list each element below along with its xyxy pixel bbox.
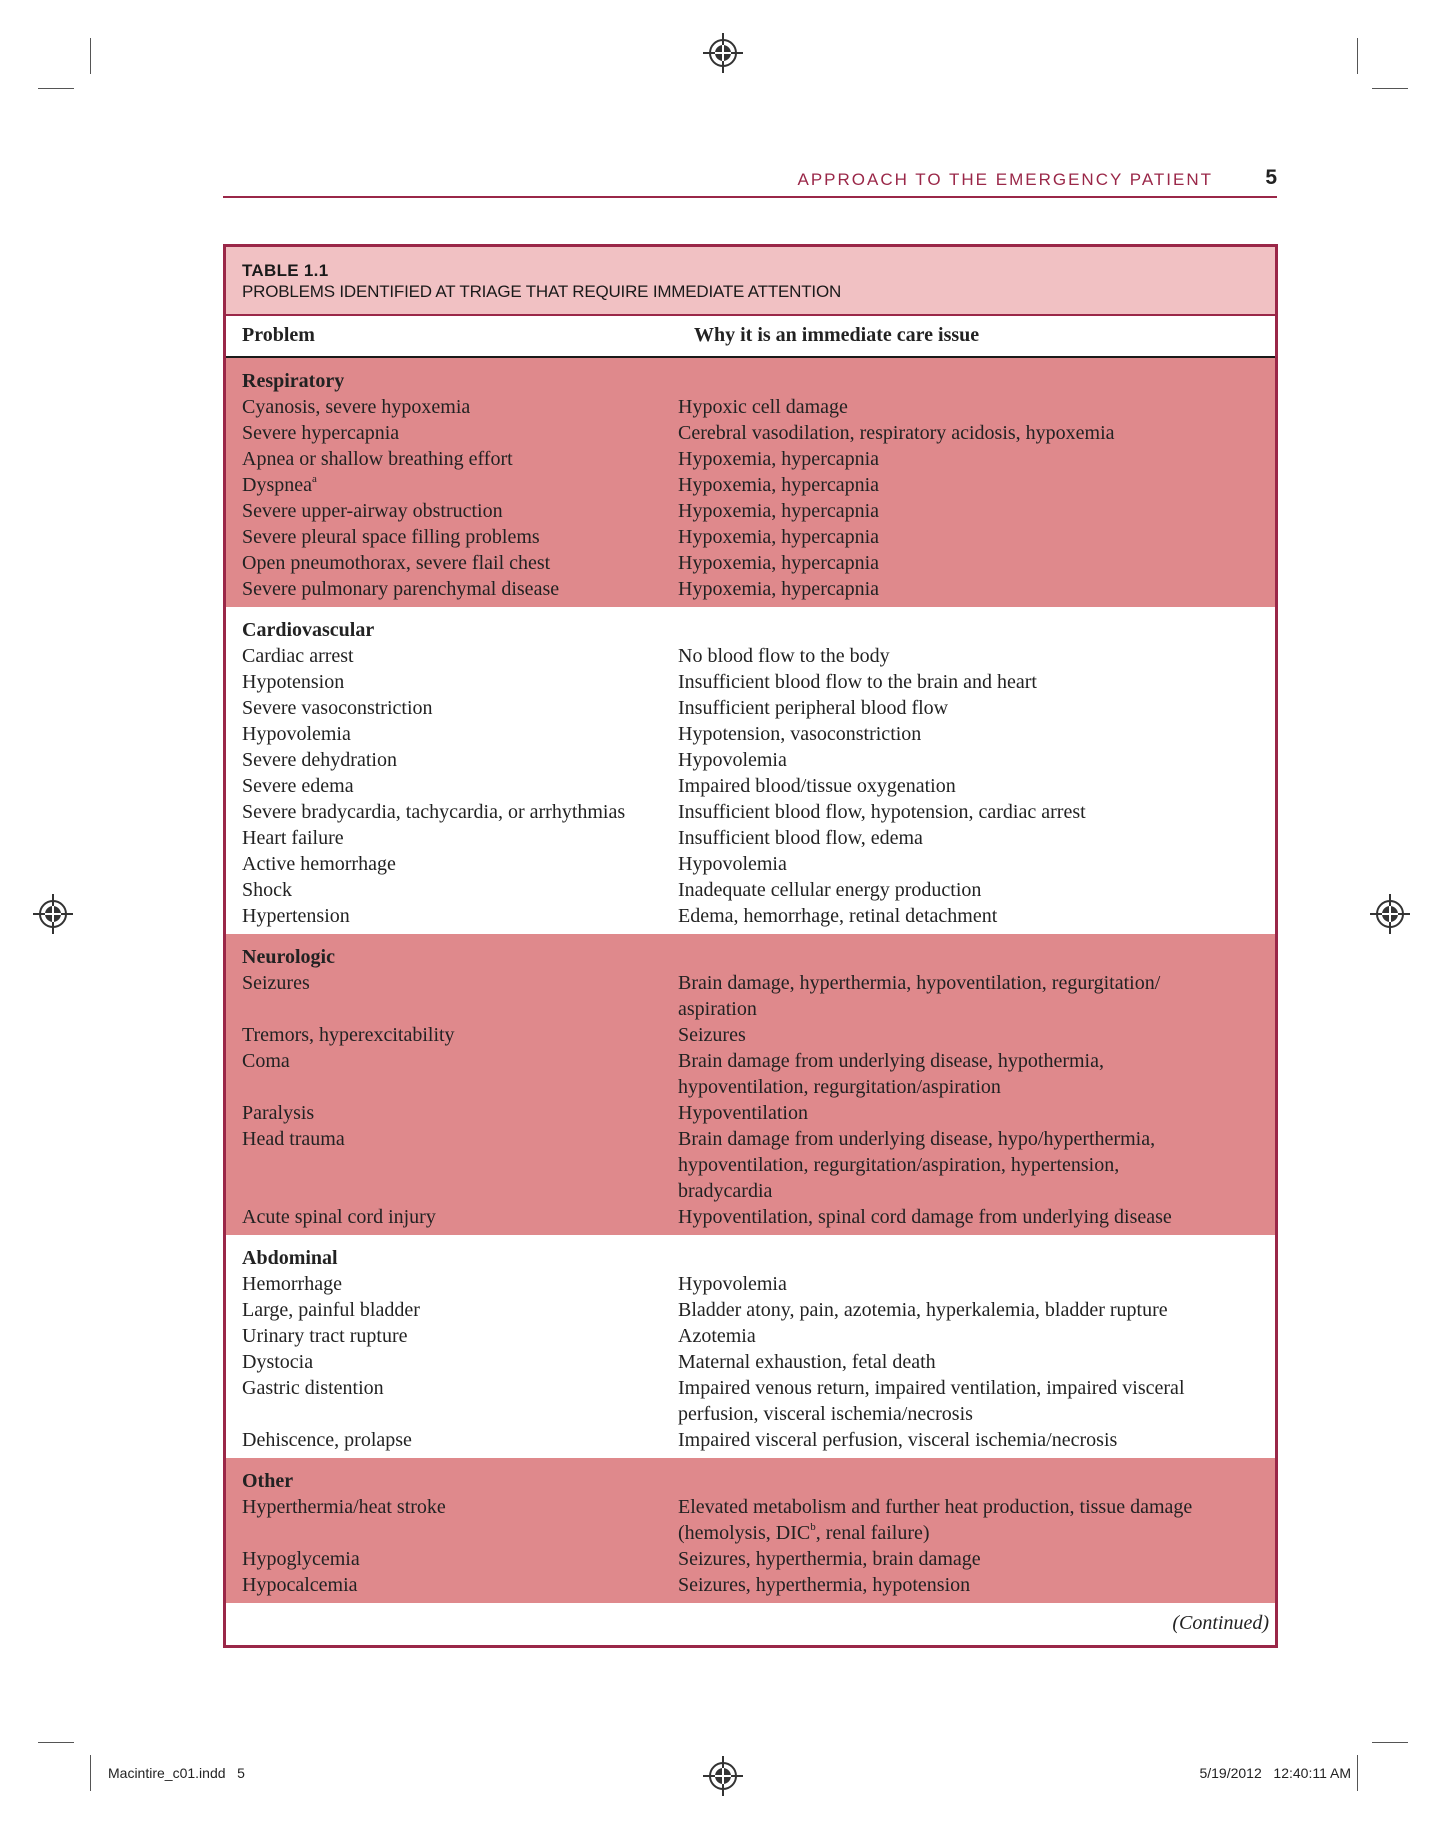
table-row (226, 420, 1275, 446)
problem-cell (226, 1572, 678, 1598)
problem-text: Urinary tract rupture (242, 1325, 408, 1347)
why-cell (678, 1427, 1258, 1453)
problem-cell (226, 1375, 678, 1427)
table-row (226, 1022, 1275, 1048)
why-text: aspiration (678, 998, 757, 1020)
problem-text: Tremors, hyperexcitability (242, 1024, 455, 1046)
slug-file: Macintire_c01.indd 5 (108, 1765, 245, 1781)
why-text: Impaired blood/tissue oxygenation (678, 775, 956, 797)
problem-text: Hypovolemia (242, 723, 351, 745)
table-row (226, 1494, 1275, 1546)
problem-text: Seizures (242, 972, 310, 994)
problem-text: Cyanosis, severe hypoxemia (242, 396, 471, 418)
problem-cell (226, 1297, 678, 1323)
problem-text: Severe upper-airway obstruction (242, 500, 503, 522)
problem-text: Severe pulmonary parenchymal disease (242, 578, 560, 600)
problem-text: Large, painful bladder (242, 1299, 420, 1321)
problem-cell (226, 1204, 678, 1230)
why-cell (678, 1297, 1258, 1323)
problem-text: Coma (242, 1050, 290, 1072)
why-cell (678, 825, 1258, 851)
why-text: Cerebral vasodilation, respiratory acidosis, hypoxemia (678, 422, 1115, 444)
table-row (226, 825, 1275, 851)
why-cell (678, 1204, 1258, 1230)
problem-text: Dystocia (242, 1351, 314, 1373)
problem-cell (226, 721, 678, 747)
why-cell (678, 695, 1258, 721)
problem-cell (226, 1022, 678, 1048)
problem-cell (226, 498, 678, 524)
why-cell (678, 1349, 1258, 1375)
crop-mark (38, 1742, 74, 1743)
problem-cell (226, 1427, 678, 1453)
problem-cell (226, 524, 678, 550)
why-text: Impaired visceral perfusion, visceral ischemia/necrosis (678, 1429, 1118, 1451)
table-row (226, 851, 1275, 877)
why-text: Brain damage from underlying disease, hypothermia, (678, 1050, 1104, 1072)
why-text: Brain damage from underlying disease, hypo/hyperthermia, (678, 1128, 1156, 1150)
problem-cell (226, 1349, 678, 1375)
problem-cell (226, 695, 678, 721)
problem-cell (226, 669, 678, 695)
table-column-header (226, 316, 1275, 358)
problem-cell (226, 1494, 678, 1546)
table-row (226, 524, 1275, 550)
problem-text: Head trauma (242, 1128, 345, 1150)
problem-text: Hyperthermia/heat stroke (242, 1496, 446, 1518)
why-cell (678, 1022, 1258, 1048)
why-cell (678, 550, 1258, 576)
problem-text: Severe dehydration (242, 749, 397, 771)
table-row (226, 1323, 1275, 1349)
table-row (226, 1271, 1275, 1297)
table-label: TABLE 1.1 (242, 261, 329, 280)
why-text: bradycardia (678, 1180, 773, 1202)
problem-cell (226, 825, 678, 851)
problem-cell (226, 851, 678, 877)
table-row (226, 576, 1275, 602)
problem-text: Hemorrhage (242, 1273, 342, 1295)
crop-mark (90, 38, 91, 74)
why-text: Hypoventilation (678, 1102, 808, 1124)
why-text: Hypoxemia, hypercapnia (678, 500, 880, 522)
why-cell (678, 851, 1258, 877)
table-row (226, 550, 1275, 576)
table-row (226, 1297, 1275, 1323)
why-text: Edema, hemorrhage, retinal detachment (678, 905, 998, 927)
why-cell (678, 877, 1258, 903)
table-row (226, 472, 1275, 498)
why-cell (678, 472, 1258, 498)
why-cell (678, 1048, 1258, 1100)
why-text: Insufficient blood flow, hypotension, cardiac arrest (678, 801, 1086, 823)
slug-timestamp: 5/19/2012 12:40:11 AM (1199, 1765, 1351, 1781)
why-text: Elevated metabolism and further heat production, tissue damage (678, 1496, 1193, 1518)
why-text: No blood flow to the body (678, 645, 890, 667)
why-cell (678, 1494, 1258, 1546)
problem-text: Hypotension (242, 671, 345, 693)
continued-note: (Continued) (1172, 1612, 1269, 1634)
section-title: Other (242, 1470, 294, 1492)
problem-cell (226, 1100, 678, 1126)
why-text: Maternal exhaustion, fetal death (678, 1351, 936, 1373)
running-head (223, 166, 1277, 198)
why-cell (678, 1100, 1258, 1126)
why-cell (678, 498, 1258, 524)
why-text-part: , renal failure) (815, 1522, 930, 1544)
table-row (226, 1572, 1275, 1598)
table-row (226, 1427, 1275, 1453)
problem-text: Hypocalcemia (242, 1574, 358, 1596)
problem-cell (226, 1048, 678, 1100)
why-text: Seizures (678, 1024, 746, 1046)
problem-cell (226, 643, 678, 669)
problem-text: Open pneumothorax, severe flail chest (242, 552, 551, 574)
why-text: Seizures, hyperthermia, hypotension (678, 1574, 971, 1596)
problem-text: Active hemorrhage (242, 853, 396, 875)
table-row (226, 1048, 1275, 1100)
problem-cell (226, 747, 678, 773)
section-title: Abdominal (242, 1247, 338, 1269)
problem-cell (226, 877, 678, 903)
table-row (226, 903, 1275, 929)
problem-cell (226, 550, 678, 576)
problem-text: Shock (242, 879, 292, 901)
why-cell (678, 1546, 1258, 1572)
table-row (226, 498, 1275, 524)
why-text: Hypovolemia (678, 853, 787, 875)
problem-text: Dyspnea (242, 474, 312, 496)
crop-mark (1372, 88, 1408, 89)
why-text: Insufficient peripheral blood flow (678, 697, 949, 719)
table-row (226, 877, 1275, 903)
problem-cell (226, 420, 678, 446)
section-title: Neurologic (242, 946, 335, 968)
problem-text: Paralysis (242, 1102, 315, 1124)
why-cell (678, 446, 1258, 472)
why-text: hypoventilation, regurgitation/aspiration, hypertension, (678, 1154, 1120, 1176)
table-row (226, 643, 1275, 669)
why-cell (678, 721, 1258, 747)
table-row (226, 669, 1275, 695)
table-row (226, 1204, 1275, 1230)
why-text (678, 1520, 1258, 1546)
why-text: Seizures, hyperthermia, brain damage (678, 1548, 981, 1570)
why-cell (678, 420, 1258, 446)
problem-text: Hypertension (242, 905, 350, 927)
table-section (226, 1458, 1275, 1603)
why-cell (678, 394, 1258, 420)
running-head-title: APPROACH TO THE EMERGENCY PATIENT (797, 170, 1213, 189)
problem-cell (226, 773, 678, 799)
table-row (226, 721, 1275, 747)
why-cell (678, 576, 1258, 602)
why-cell (678, 643, 1258, 669)
table-row (226, 1100, 1275, 1126)
section-title: Cardiovascular (242, 619, 375, 641)
why-text: Hypovolemia (678, 749, 787, 771)
footnote-marker: b (810, 1521, 816, 1533)
why-cell (678, 1271, 1258, 1297)
problem-text: Severe hypercapnia (242, 422, 400, 444)
problem-text: Severe vasoconstriction (242, 697, 433, 719)
problem-text: Gastric distention (242, 1377, 384, 1399)
registration-mark-icon (709, 1762, 737, 1790)
why-cell (678, 799, 1258, 825)
table-row (226, 970, 1275, 1022)
why-cell (678, 1375, 1258, 1427)
page-number: 5 (1265, 166, 1277, 189)
why-text-part: (hemolysis, DIC (678, 1522, 811, 1544)
problem-text: Acute spinal cord injury (242, 1206, 436, 1228)
table-1-1 (223, 244, 1278, 1648)
problem-cell (226, 903, 678, 929)
problem-text: Cardiac arrest (242, 645, 354, 667)
problem-text: Hypoglycemia (242, 1548, 360, 1570)
why-text: Inadequate cellular energy production (678, 879, 982, 901)
table-row (226, 1375, 1275, 1427)
problem-cell (226, 1271, 678, 1297)
registration-mark-icon (1376, 900, 1404, 928)
crop-mark (1372, 1742, 1408, 1743)
table-caption (226, 247, 1275, 316)
table-title: PROBLEMS IDENTIFIED AT TRIAGE THAT REQUIRE IMMEDIATE ATTENTION (242, 282, 842, 301)
table-section (226, 358, 1275, 607)
table-row (226, 1349, 1275, 1375)
problem-cell (226, 1126, 678, 1204)
section-title: Respiratory (242, 370, 345, 392)
why-text: Hypoxic cell damage (678, 396, 848, 418)
why-text: Hypoxemia, hypercapnia (678, 552, 880, 574)
problem-text: Dehiscence, prolapse (242, 1429, 412, 1451)
why-text: Hypoxemia, hypercapnia (678, 448, 880, 470)
problem-text: Severe pleural space filling problems (242, 526, 540, 548)
problem-cell (226, 472, 678, 498)
table-row (226, 773, 1275, 799)
why-text: Hypoxemia, hypercapnia (678, 578, 880, 600)
problem-cell (226, 576, 678, 602)
table-row (226, 446, 1275, 472)
table-section (226, 607, 1275, 934)
why-text: hypoventilation, regurgitation/aspiration (678, 1076, 1001, 1098)
why-text: Hypoxemia, hypercapnia (678, 474, 880, 496)
table-row (226, 695, 1275, 721)
problem-cell (226, 1546, 678, 1572)
why-cell (678, 773, 1258, 799)
why-cell (678, 1323, 1258, 1349)
table-row (226, 1546, 1275, 1572)
why-text: Insufficient blood flow, edema (678, 827, 923, 849)
why-text: Hypoxemia, hypercapnia (678, 526, 880, 548)
registration-mark-icon (709, 39, 737, 67)
problem-text: Heart failure (242, 827, 344, 849)
crop-mark (38, 88, 74, 89)
table-row (226, 1126, 1275, 1204)
crop-mark (90, 1755, 91, 1791)
why-text: Hypovolemia (678, 1273, 787, 1295)
why-text: Bladder atony, pain, azotemia, hyperkalemia, bladder rupture (678, 1299, 1168, 1321)
why-cell (678, 524, 1258, 550)
table-body (226, 358, 1275, 1603)
why-text: Azotemia (678, 1325, 756, 1347)
why-cell (678, 747, 1258, 773)
table-row (226, 799, 1275, 825)
problem-cell (226, 1323, 678, 1349)
why-cell (678, 669, 1258, 695)
why-cell (678, 903, 1258, 929)
why-text: perfusion, visceral ischemia/necrosis (678, 1403, 973, 1425)
table-row (226, 394, 1275, 420)
why-text: Brain damage, hyperthermia, hypoventilation, regurgitation/ (678, 972, 1161, 994)
table-row (226, 747, 1275, 773)
table-section (226, 934, 1275, 1235)
table-section (226, 1235, 1275, 1458)
column-header-problem: Problem (242, 324, 315, 346)
why-cell (678, 970, 1258, 1022)
problem-text: Severe edema (242, 775, 354, 797)
problem-text: Severe bradycardia, tachycardia, or arrhythmias (242, 801, 626, 823)
crop-mark (1357, 1755, 1358, 1791)
why-text: Hypotension, vasoconstriction (678, 723, 922, 745)
problem-cell (226, 970, 678, 1022)
problem-cell (226, 394, 678, 420)
why-cell (678, 1572, 1258, 1598)
problem-cell (226, 799, 678, 825)
why-cell (678, 1126, 1258, 1204)
registration-mark-icon (39, 900, 67, 928)
footnote-marker: a (311, 473, 317, 485)
why-text: Hypoventilation, spinal cord damage from underlying disease (678, 1206, 1172, 1228)
crop-mark (1357, 38, 1358, 74)
why-text: Insufficient blood flow to the brain and heart (678, 671, 1037, 693)
why-text: Impaired venous return, impaired ventilation, impaired visceral (678, 1377, 1185, 1399)
problem-cell (226, 446, 678, 472)
column-header-why: Why it is an immediate care issue (694, 324, 980, 346)
problem-text: Apnea or shallow breathing effort (242, 448, 513, 470)
